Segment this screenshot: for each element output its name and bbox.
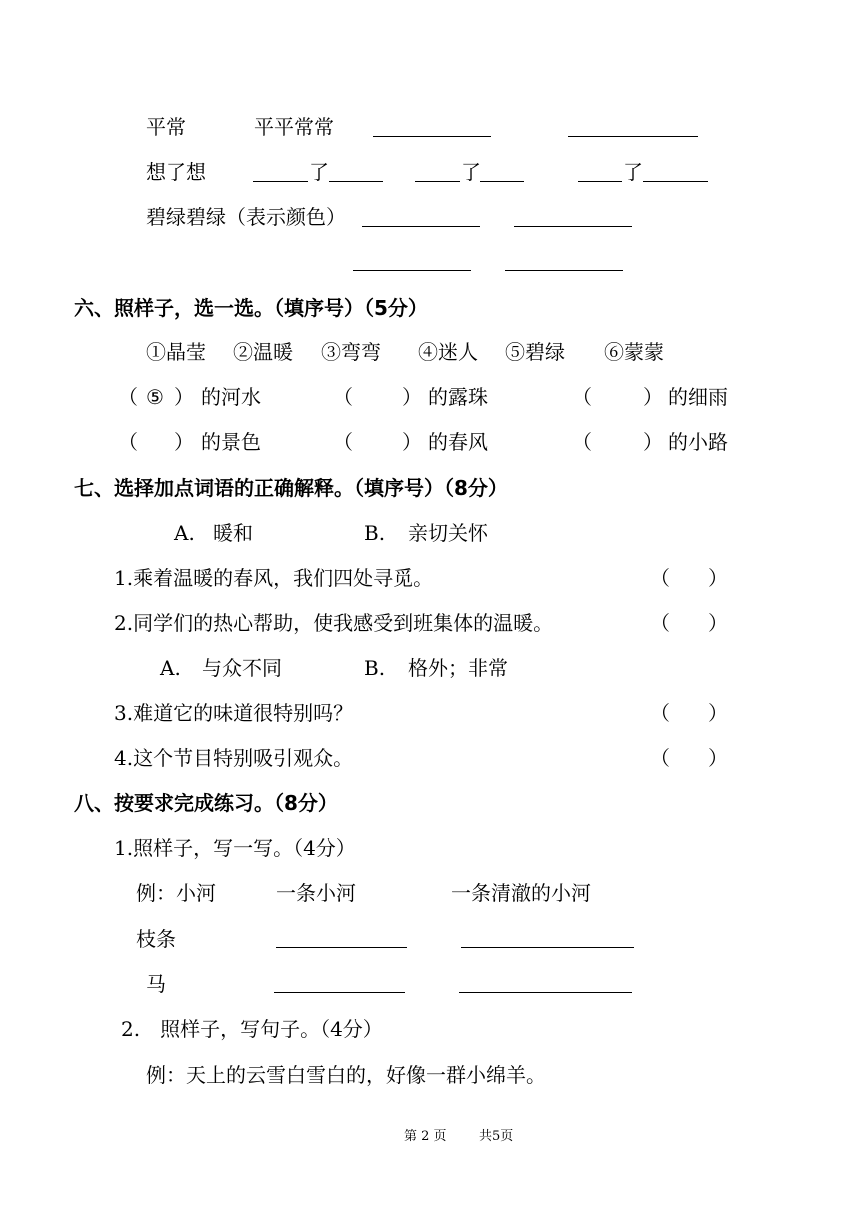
noun-heshui: 的河水 xyxy=(201,385,261,409)
paren-open: （ xyxy=(650,746,670,770)
paren-close: ） xyxy=(643,385,663,409)
section-8-title: 八、按要求完成练习。（8分） xyxy=(74,791,338,815)
choice-b-label: B. xyxy=(364,521,386,545)
page-total: 共5页 xyxy=(479,1129,514,1144)
question-4: 4.这个节目特别吸引观众。 xyxy=(114,746,354,770)
option-1: ①晶莹 xyxy=(146,340,206,364)
option-4: ④迷人 xyxy=(418,340,478,364)
le-char: 了 xyxy=(461,160,481,184)
example-b: 一条清澈的小河 xyxy=(451,881,591,905)
paren-open: （ xyxy=(650,701,670,725)
answer-filled[interactable]: ⑤ xyxy=(146,385,164,409)
paren-open: （ xyxy=(333,430,353,454)
noun-jingse: 的景色 xyxy=(201,430,261,454)
option-3: ③弯弯 xyxy=(321,340,381,364)
paren-close: ） xyxy=(708,611,728,635)
paren-close: ） xyxy=(708,566,728,590)
word-ma: 马 xyxy=(146,972,166,996)
le-char: 了 xyxy=(309,160,329,184)
paren-close: ） xyxy=(402,385,422,409)
choice-a-label: A. xyxy=(174,521,195,545)
noun-xiyu: 的细雨 xyxy=(668,385,728,409)
paren-open: （ xyxy=(650,566,670,590)
paren-open: （ xyxy=(118,430,138,454)
word-bilv: 碧绿碧绿（表示颜色） xyxy=(146,205,346,229)
answer-line[interactable] xyxy=(459,992,632,993)
paren-close: ） xyxy=(708,701,728,725)
section-7-title: 七、选择加点词语的正确解释。（填序号）（8分） xyxy=(74,476,508,500)
option-2: ②温暖 xyxy=(233,340,293,364)
word-zhitiao: 枝条 xyxy=(136,927,176,951)
paren-close: ） xyxy=(643,430,663,454)
paren-open: （ xyxy=(333,385,353,409)
example-pingpingchangchang: 平平常常 xyxy=(254,115,334,139)
choice-a-label: A. xyxy=(160,656,181,680)
answer-line[interactable] xyxy=(274,992,405,993)
option-6: ⑥蒙蒙 xyxy=(604,340,664,364)
paren-close: ） xyxy=(174,385,194,409)
question-1: 1.乘着温暖的春风，我们四处寻觅。 xyxy=(114,566,434,590)
answer-line[interactable] xyxy=(373,136,491,137)
answer-line[interactable] xyxy=(505,270,623,271)
example-sentence: 例：天上的云雪白雪白的，好像一群小绵羊。 xyxy=(146,1063,546,1087)
choice-b-text: 格外；非常 xyxy=(408,656,508,680)
word-pingchang: 平常 xyxy=(146,115,186,139)
section-6-title: 六、照样子，选一选。（填序号）（5分） xyxy=(74,296,428,320)
paren-open: （ xyxy=(572,430,592,454)
answer-line[interactable] xyxy=(514,226,632,227)
answer-line[interactable] xyxy=(362,226,480,227)
paren-close: ） xyxy=(174,430,194,454)
choice-b-label: B. xyxy=(364,656,386,680)
subquestion-2: 2. 照样子，写句子。（4分） xyxy=(121,1017,383,1041)
answer-line[interactable] xyxy=(578,181,622,182)
answer-line[interactable] xyxy=(568,136,698,137)
paren-open: （ xyxy=(650,611,670,635)
question-2: 2.同学们的热心帮助，使我感受到班集体的温暖。 xyxy=(114,611,554,635)
answer-line[interactable] xyxy=(643,181,708,182)
answer-line[interactable] xyxy=(276,947,407,948)
option-5: ⑤碧绿 xyxy=(505,340,565,364)
noun-luzhu: 的露珠 xyxy=(428,385,488,409)
answer-line[interactable] xyxy=(353,270,471,271)
answer-line[interactable] xyxy=(461,947,634,948)
choice-b-text: 亲切关怀 xyxy=(408,521,488,545)
choice-a-text: 暖和 xyxy=(213,521,253,545)
question-3: 3.难道它的味道很特别吗？ xyxy=(114,701,354,725)
paren-open: （ xyxy=(572,385,592,409)
answer-line[interactable] xyxy=(415,181,460,182)
choice-a-text: 与众不同 xyxy=(202,656,282,680)
paren-close: ） xyxy=(402,430,422,454)
page-number: 第 2 页 xyxy=(404,1129,447,1144)
example-label: 例：小河 xyxy=(136,881,216,905)
noun-chunfeng: 的春风 xyxy=(428,430,488,454)
word-xiangleXiang: 想了想 xyxy=(146,160,206,184)
le-char: 了 xyxy=(623,160,643,184)
answer-line[interactable] xyxy=(329,181,383,182)
subquestion-1: 1.照样子，写一写。（4分） xyxy=(114,836,356,860)
answer-line[interactable] xyxy=(253,181,308,182)
paren-close: ） xyxy=(708,746,728,770)
paren-open: （ xyxy=(118,385,138,409)
noun-xiaolu: 的小路 xyxy=(668,430,728,454)
example-a: 一条小河 xyxy=(276,881,356,905)
answer-line[interactable] xyxy=(480,181,524,182)
